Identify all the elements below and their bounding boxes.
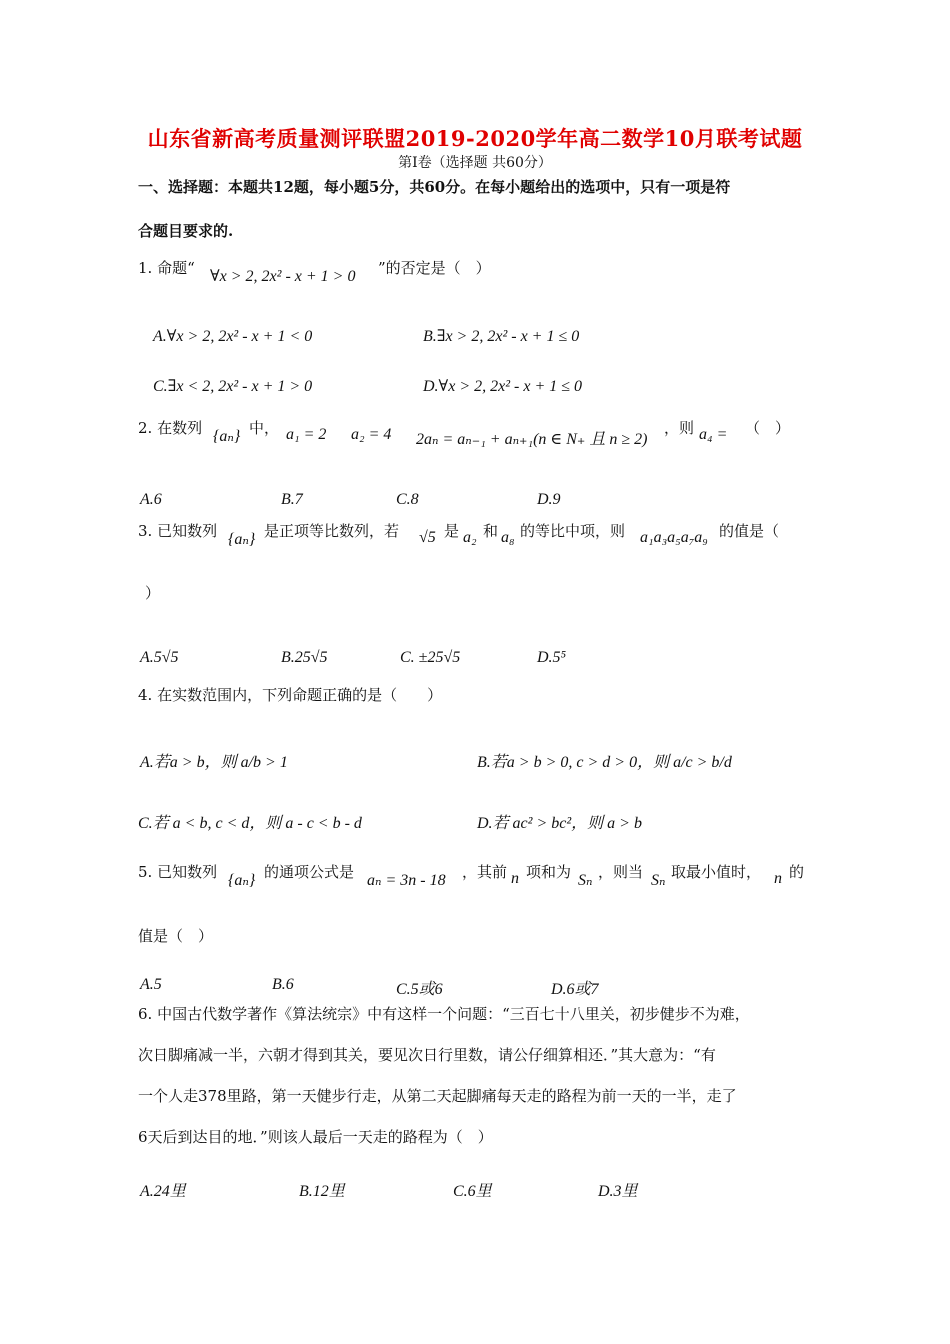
q5-n-2: n: [774, 870, 782, 887]
q4-option-d: D.若 ac² > bc²，则 a > b: [477, 815, 642, 832]
q4-option-c: C.若 a < b, c < d，则 a - c < b - d: [138, 815, 362, 832]
q4-option-a: A.若a > b，则 a/b > 1: [140, 754, 288, 771]
q3-product: a₁a₃a₅a₇a₉: [640, 529, 708, 546]
q2-option-a: A.6: [140, 491, 162, 508]
section-subtitle: 第Ⅰ卷（选择题 共60分）: [398, 155, 552, 171]
q6-option-b: B.12里: [299, 1183, 345, 1200]
q3-option-a: A.5√5: [140, 649, 179, 666]
q3-option-c: C. ±25√5: [400, 649, 461, 666]
q5-option-a: A.5: [140, 976, 162, 993]
q5-text-3: 项和为: [526, 863, 572, 881]
instructions-line-1: 一、选择题：本题共12题，每小题5分，共60分。在每小题给出的选项中，只有一项是符: [138, 178, 731, 196]
q5-text-6: 的: [789, 863, 805, 881]
q5-text-1: 的通项公式是: [264, 863, 355, 881]
q6-option-a: A.24里: [140, 1183, 186, 1200]
q2-option-d: D.9: [537, 491, 561, 508]
q3-prefix: 3. 已知数列: [138, 522, 218, 540]
q2-recurrence: 2aₙ = aₙ₋₁ + aₙ₊₁(n ∈ N₊ 且 n ≥ 2): [416, 431, 648, 448]
q5-text-5: 取最小值时，: [671, 863, 762, 881]
q1-option-a: A.∀x > 2, 2x² - x + 1 < 0: [153, 328, 313, 345]
q5-option-d: D.6或7: [551, 981, 599, 998]
q5-text-4: ，则当: [598, 863, 644, 881]
q4-stem: 4. 在实数范围内，下列命题正确的是（ ）: [138, 686, 443, 704]
q5-formula: aₙ = 3n - 18: [367, 872, 446, 889]
q3-close: ）: [145, 584, 161, 602]
q6-line-3: 一个人走378里路，第一天健步行走，从第二天起脚痛每天走的路程为前一天的一半，走了: [138, 1087, 737, 1105]
q3-a8: a₈: [501, 529, 515, 546]
q3-option-d: D.5⁵: [537, 649, 567, 666]
q6-option-d: D.3里: [598, 1183, 638, 1200]
q2-mid: 中，: [249, 419, 280, 437]
q3-text-1: 是正项等比数列，若: [264, 522, 400, 540]
q2-then: ，则: [664, 419, 695, 437]
q5-line-2: 值是（ ）: [138, 927, 214, 945]
q1-prefix: 1. 命题“: [138, 259, 195, 277]
q5-sequence: {aₙ}: [228, 872, 256, 889]
q2-a2: a₂ = 4: [351, 426, 392, 443]
q3-text-3: 和: [483, 522, 499, 540]
q2-prefix: 2. 在数列: [138, 419, 203, 437]
q2-option-c: C.8: [396, 491, 419, 508]
q3-sqrt5: √5: [419, 529, 436, 546]
q2-option-b: B.7: [281, 491, 303, 508]
q3-text-2: 是: [444, 522, 460, 540]
q2-a1: a₁ = 2: [286, 426, 327, 443]
q5-sn-2: Sₙ: [651, 872, 666, 889]
q6-line-2: 次日脚痛减一半，六朝才得到其关，要见次日行里数，请公仔细算相还．”其大意为：“有: [138, 1046, 716, 1064]
q5-text-2: ，其前: [462, 863, 508, 881]
q3-sequence: {aₙ}: [228, 531, 256, 548]
q1-suffix: ”的否定是（ ）: [378, 259, 491, 277]
q3-option-b: B.25√5: [281, 649, 328, 666]
q3-text-5: 的值是（: [719, 522, 780, 540]
q1-option-d: D.∀x > 2, 2x² - x + 1 ≤ 0: [423, 378, 583, 395]
q3-a2: a₂: [463, 529, 477, 546]
q1-option-b: B.∃x > 2, 2x² - x + 1 ≤ 0: [423, 328, 580, 345]
page-title: 山东省新高考质量测评联盟2019-2020学年高二数学10月联考试题: [147, 126, 803, 151]
q2-paren: （ ）: [745, 419, 791, 437]
q6-line-1: 6. 中国古代数学著作《算法统宗》中有这样一个问题：“三百七十八里关，初步健步不为难，: [138, 1005, 750, 1023]
q4-option-b: B.若a > b > 0, c > d > 0，则 a/c > b/d: [477, 754, 732, 771]
q5-n: n: [511, 870, 519, 887]
q5-option-c: C.5或6: [396, 981, 443, 998]
q5-option-b: B.6: [272, 976, 294, 993]
q3-text-4: 的等比中项，则: [520, 522, 626, 540]
q6-line-4: 6天后到达目的地．”则该人最后一天走的路程为（ ）: [138, 1128, 493, 1146]
q2-sequence: {aₙ}: [213, 428, 241, 445]
q5-prefix: 5. 已知数列: [138, 863, 218, 881]
q1-option-c: C.∃x < 2, 2x² - x + 1 > 0: [153, 378, 313, 395]
instructions-line-2: 合题目要求的.: [138, 222, 234, 240]
q1-proposition: ∀x > 2, 2x² - x + 1 > 0: [210, 268, 356, 285]
q2-a4: a₄ =: [699, 426, 728, 443]
q6-option-c: C.6里: [453, 1183, 492, 1200]
q5-sn: Sₙ: [578, 872, 593, 889]
